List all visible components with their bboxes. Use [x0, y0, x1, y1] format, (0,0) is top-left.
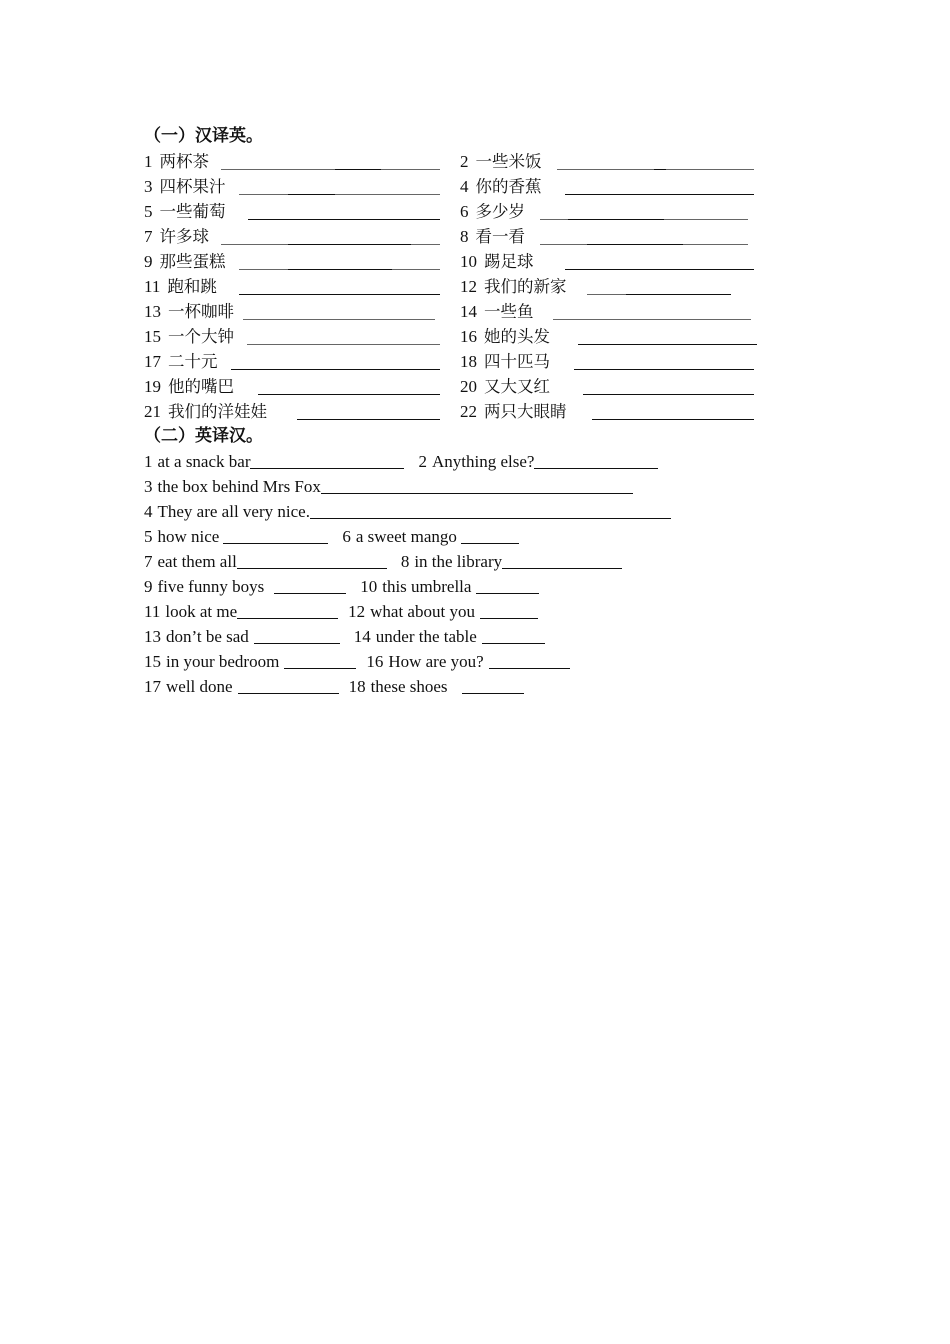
cn-item: [460, 324, 550, 349]
item-number: 7: [144, 227, 153, 246]
item-number: 4: [460, 177, 469, 196]
blank-line: [247, 344, 440, 345]
item-number: 10: [460, 252, 477, 271]
blank-line-bold: [231, 369, 440, 370]
item-number: 13: [144, 302, 161, 321]
item-text: 我们的新家: [484, 277, 567, 296]
cn-row: [144, 199, 764, 224]
blank-line-bold: [288, 194, 335, 195]
en-item: [144, 649, 356, 674]
item-number: 14: [460, 302, 477, 321]
cn-item: [460, 149, 542, 174]
item-text: 又大又红: [484, 377, 550, 396]
item-text: at a snack bar: [157, 452, 251, 471]
cn-item: [144, 174, 226, 199]
item-number: 18: [460, 352, 477, 371]
cn-item: [144, 224, 209, 249]
en-row: [144, 499, 764, 524]
answer-blank[interactable]: [239, 177, 440, 193]
cn-item: [460, 274, 567, 299]
item-number: 17: [144, 352, 161, 371]
en-row: [144, 649, 764, 674]
item-text: Anything else?: [431, 452, 535, 471]
answer-blank[interactable]: [587, 277, 731, 293]
blank-line-bold: [578, 344, 757, 345]
cn-item: [460, 399, 567, 424]
item-text: 你的香蕉: [475, 177, 542, 196]
item-number: 11: [144, 602, 161, 621]
answer-blank[interactable]: [237, 601, 338, 617]
cn-item: [144, 274, 217, 299]
cn-item: [460, 374, 550, 399]
item-text: 一些葡萄: [159, 202, 226, 221]
item-number: 1: [144, 152, 153, 171]
item-number: 9: [144, 252, 153, 271]
item-number: 2: [460, 152, 469, 171]
blank-line-bold: [288, 244, 411, 245]
en-row: [144, 449, 764, 474]
cn-item: [460, 174, 542, 199]
blank-line-bold: [462, 693, 524, 694]
item-number: 7: [144, 552, 153, 571]
answer-blank[interactable]: [565, 177, 754, 193]
answer-blank[interactable]: [489, 651, 570, 667]
blank-line-bold: [489, 668, 570, 669]
item-number: 14: [353, 627, 371, 646]
item-text: 踢足球: [484, 252, 534, 271]
answer-blank[interactable]: [284, 651, 356, 667]
cn-item: [144, 349, 218, 374]
item-number: 6: [342, 527, 351, 546]
cn-row: [144, 349, 764, 374]
en-item: [144, 474, 633, 499]
answer-blank[interactable]: [534, 451, 658, 467]
blank-line: [243, 319, 435, 320]
en-item: [144, 499, 671, 524]
cn-row: [144, 324, 764, 349]
item-text: in your bedroom: [166, 652, 280, 671]
item-number: 12: [460, 277, 477, 296]
blank-line-bold: [250, 468, 404, 469]
item-number: 5: [144, 202, 153, 221]
answer-blank[interactable]: [461, 526, 519, 542]
item-text: 一杯咖啡: [168, 302, 234, 321]
en-item: [144, 449, 404, 474]
section-1-list: [144, 149, 764, 424]
item-text: How are you?: [388, 652, 484, 671]
item-number: 16: [366, 652, 384, 671]
answer-blank[interactable]: [221, 227, 440, 243]
cn-item: [144, 374, 234, 399]
item-text: 看一看: [475, 227, 525, 246]
blank-line: [239, 194, 440, 195]
en-row: [144, 599, 764, 624]
answer-blank[interactable]: [238, 676, 339, 692]
answer-blank[interactable]: [502, 551, 622, 567]
blank-line-bold: [223, 543, 328, 544]
blank-line-bold: [297, 419, 440, 420]
answer-blank[interactable]: [583, 377, 754, 393]
blank-line-bold: [592, 419, 754, 420]
item-text: 一些鱼: [484, 302, 534, 321]
item-number: 11: [144, 277, 161, 296]
en-item: [144, 624, 340, 649]
cn-row: [144, 249, 764, 274]
blank-line-bold: [310, 518, 671, 519]
en-item: [401, 549, 622, 574]
blank-line-bold: [480, 618, 538, 619]
cn-item: [144, 399, 267, 424]
item-text: 两杯茶: [159, 152, 209, 171]
section-1-heading: （一）汉译英。: [144, 126, 263, 146]
item-number: 5: [144, 527, 153, 546]
en-item: [360, 574, 539, 599]
blank-line-bold: [461, 543, 519, 544]
answer-blank[interactable]: [243, 302, 435, 318]
blank-line-bold: [237, 568, 387, 569]
cn-row: [144, 374, 764, 399]
item-number: 13: [144, 627, 161, 646]
blank-line-bold: [335, 169, 381, 170]
item-number: 3: [144, 477, 153, 496]
answer-blank[interactable]: [553, 302, 751, 318]
answer-blank[interactable]: [310, 501, 671, 517]
answer-blank[interactable]: [480, 601, 538, 617]
cn-item: [144, 149, 209, 174]
cn-row: [144, 274, 764, 299]
cn-item: [460, 249, 534, 274]
item-text: well done: [166, 677, 233, 696]
answer-blank[interactable]: [462, 676, 524, 692]
en-item: [144, 524, 328, 549]
answer-blank[interactable]: [274, 576, 346, 592]
cn-row: [144, 174, 764, 199]
answer-blank[interactable]: [254, 626, 340, 642]
en-row: [144, 574, 764, 599]
item-number: 21: [144, 402, 161, 421]
blank-line-bold: [237, 618, 338, 619]
item-number: 18: [348, 677, 366, 696]
answer-blank[interactable]: [247, 327, 440, 343]
answer-blank[interactable]: [592, 402, 754, 418]
blank-line-bold: [534, 468, 658, 469]
blank-line-bold: [654, 169, 666, 170]
en-row: [144, 549, 764, 574]
item-text: 他的嘴巴: [168, 377, 234, 396]
blank-line-bold: [239, 294, 440, 295]
cn-item: [144, 249, 226, 274]
answer-blank[interactable]: [239, 252, 440, 268]
answer-blank[interactable]: [476, 576, 539, 592]
answer-blank[interactable]: [250, 451, 404, 467]
blank-line-bold: [574, 369, 754, 370]
answer-blank[interactable]: [540, 202, 748, 218]
item-number: 8: [400, 552, 410, 571]
blank-line-bold: [258, 394, 440, 395]
blank-line-bold: [502, 568, 622, 569]
en-item: [144, 549, 387, 574]
answer-blank[interactable]: [231, 352, 440, 368]
answer-blank[interactable]: [565, 252, 754, 268]
item-text: look at me: [165, 602, 238, 621]
en-row: [144, 674, 764, 699]
blank-line-bold: [321, 493, 633, 494]
item-number: 2: [418, 452, 427, 471]
en-item: [366, 649, 569, 674]
item-number: 1: [144, 452, 153, 471]
item-text: 二十元: [168, 352, 218, 371]
blank-line-bold: [254, 643, 340, 644]
cn-row: [144, 299, 764, 324]
item-text: 我们的洋娃娃: [168, 402, 267, 421]
blank-line-bold: [274, 593, 346, 594]
item-text: a sweet mango: [355, 527, 457, 546]
en-row: [144, 474, 764, 499]
item-text: eat them all: [157, 552, 237, 571]
item-text: 多少岁: [475, 202, 525, 221]
worksheet: [144, 124, 764, 699]
blank-line: [553, 319, 751, 320]
item-number: 17: [144, 677, 161, 696]
item-number: 4: [144, 502, 153, 521]
en-item: [348, 599, 538, 624]
blank-line-bold: [626, 294, 731, 295]
answer-blank[interactable]: [557, 152, 754, 168]
cn-item: [460, 224, 525, 249]
item-text: these shoes: [370, 677, 448, 696]
item-text: under the table: [375, 627, 477, 646]
cn-item: [144, 199, 226, 224]
blank-line-bold: [482, 643, 545, 644]
item-text: five funny boys: [157, 577, 265, 596]
cn-item: [460, 299, 534, 324]
item-text: the box behind Mrs Fox: [157, 477, 321, 496]
item-number: 15: [144, 327, 161, 346]
item-number: 19: [144, 377, 161, 396]
blank-line: [221, 169, 440, 170]
en-item: [354, 624, 545, 649]
blank-line-bold: [587, 244, 683, 245]
item-text: 四杯果汁: [159, 177, 226, 196]
item-text: this umbrella: [382, 577, 472, 596]
en-item: [144, 574, 346, 599]
item-text: don’t be sad: [166, 627, 249, 646]
cn-item: [144, 324, 234, 349]
item-text: 跑和跳: [167, 277, 217, 296]
blank-line-bold: [568, 219, 664, 220]
blank-line-bold: [288, 269, 392, 270]
answer-blank[interactable]: [297, 402, 440, 418]
blank-line-bold: [583, 394, 754, 395]
item-number: 10: [360, 577, 378, 596]
item-number: 16: [460, 327, 477, 346]
item-number: 22: [460, 402, 477, 421]
item-text: They are all very nice.: [157, 502, 310, 521]
item-number: 12: [348, 602, 366, 621]
cn-row: [144, 224, 764, 249]
blank-line-bold: [565, 194, 754, 195]
en-item: [418, 449, 658, 474]
answer-blank[interactable]: [239, 277, 440, 293]
item-text: 一些米饭: [475, 152, 542, 171]
cn-row: [144, 149, 764, 174]
item-text: what about you: [370, 602, 475, 621]
item-number: 20: [460, 377, 477, 396]
item-number: 8: [460, 227, 469, 246]
en-item: [144, 674, 339, 699]
answer-blank[interactable]: [258, 377, 440, 393]
item-number: 9: [144, 577, 153, 596]
item-text: 一个大钟: [168, 327, 234, 346]
answer-blank[interactable]: [482, 626, 545, 642]
answer-blank[interactable]: [221, 152, 440, 168]
en-row: [144, 524, 764, 549]
blank-line-bold: [284, 668, 356, 669]
item-text: in the library: [414, 552, 503, 571]
item-number: 3: [144, 177, 153, 196]
cn-item: [460, 349, 550, 374]
answer-blank[interactable]: [574, 352, 754, 368]
blank-line-bold: [565, 269, 754, 270]
answer-blank[interactable]: [223, 526, 328, 542]
answer-blank[interactable]: [321, 476, 633, 492]
cn-item: [460, 199, 525, 224]
item-text: 她的头发: [484, 327, 550, 346]
item-number: 15: [144, 652, 161, 671]
cn-row: [144, 399, 764, 424]
blank-line-bold: [238, 693, 339, 694]
answer-blank[interactable]: [248, 202, 440, 218]
answer-blank[interactable]: [540, 227, 748, 243]
en-item: [144, 599, 338, 624]
en-item: [349, 674, 524, 699]
answer-blank[interactable]: [578, 327, 757, 343]
item-text: 许多球: [159, 227, 209, 246]
blank-line-bold: [248, 219, 440, 220]
item-text: how nice: [157, 527, 220, 546]
answer-blank[interactable]: [237, 551, 387, 567]
section-2-heading: （二）英译汉。: [144, 426, 263, 446]
cn-item: [144, 299, 234, 324]
item-text: 两只大眼睛: [484, 402, 567, 421]
item-number: 6: [460, 202, 469, 221]
blank-line-bold: [476, 593, 539, 594]
en-row: [144, 624, 764, 649]
section-2-list: [144, 449, 764, 699]
en-item: [342, 524, 519, 549]
item-text: 那些蛋糕: [159, 252, 226, 271]
item-text: 四十匹马: [484, 352, 550, 371]
